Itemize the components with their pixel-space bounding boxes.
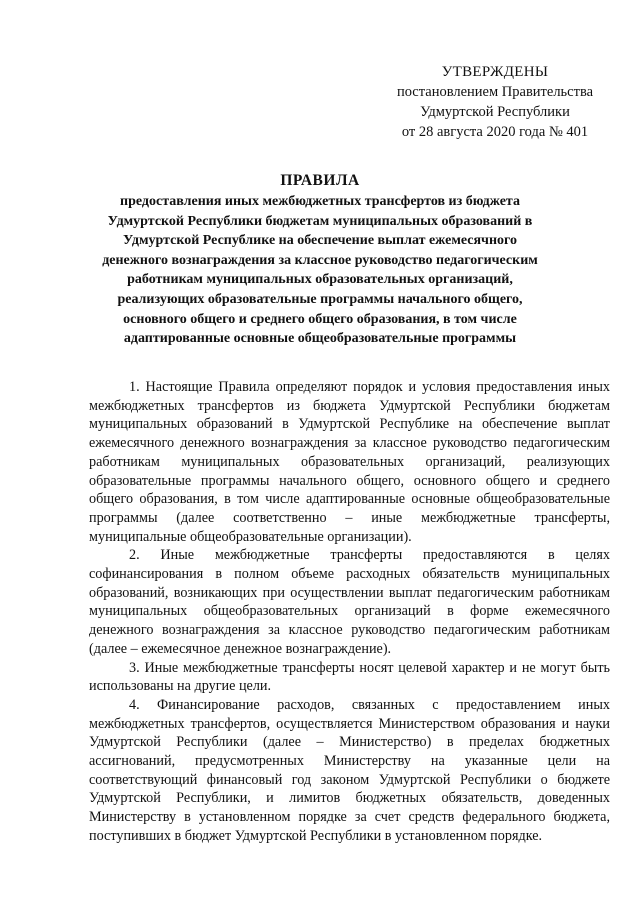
document-body: [89, 378, 610, 846]
approval-line-3: от 28 августа 2020 года № 401: [401, 124, 589, 140]
title-subtitle: предоставления иных межбюджетных трансфертов из бюджета Удмуртской Республики бюджетам муниципальных образований в Удмуртской Республике на обеспечение выплат ежемесячного денежного вознаграждения за классное руководство педагогическим работникам муниципальных образовательных организаций, реализующих образовательные программы начального общего, основного общего и среднего общего образования, в том числе адаптированные основные общеобразовательные программы: [102, 194, 538, 347]
approval-line-2: Удмуртской Республики: [420, 104, 570, 120]
paragraph-4: 4. Финансирование расходов, связанных с предоставлением иных межбюджетных трансфертов, осуществляется Министерством образования и науки Удмуртской Республики (далее – Министерство) в пределах бюджетных ассигнований, предусмотренных Министерству на указанные цели на соответствующий финансовый год законом Удмуртской Республики о бюджете Удмуртской Республики, и лимитов бюджетных обязательств, доведенных Министерству в установленном порядке за счет средств федерального бюджета, поступивших в бюджет Удмуртской Республики в установленном порядке.: [89, 696, 610, 844]
title-heading: ПРАВИЛА: [280, 172, 360, 189]
paragraph-2: 2. Иные межбюджетные трансферты предоставляются в целях софинансирования в полном объеме расходных обязательств муниципальных образований, возникающих при осуществлении выплат педагогическим работникам муниципальных общеобразовательных организаций в форме ежемесячного денежного вознаграждения за классное руководство педагогическим работникам (далее – ежемесячное денежное вознаграждение).: [89, 547, 610, 657]
approval-line-1: постановлением Правительства: [396, 84, 594, 100]
approval-stamp: [380, 62, 610, 142]
approval-heading: УТВЕРЖДЕНЫ: [441, 64, 549, 80]
paragraph-3: 3. Иные межбюджетные трансферты носят целевой характер и не могут быть использованы на другие цели.: [89, 659, 610, 695]
paragraph-1: 1. Настоящие Правила определяют порядок и условия предоставления иных межбюджетных трансфертов из бюджета Удмуртской Республики бюджетам муниципальных образований в Удмуртской Республике на обеспечение выплат ежемесячного денежного вознаграждения за классное руководство педагогическим работникам муниципальных образовательных организаций, реализующих образовательные программы начального общего, основного общего и среднего общего образования, в том числе адаптированные основные общеобразовательные программы (далее соответственно – иные межбюджетные трансферты, муниципальные общеобразовательные организации).: [89, 379, 610, 545]
document-title: [90, 170, 550, 349]
